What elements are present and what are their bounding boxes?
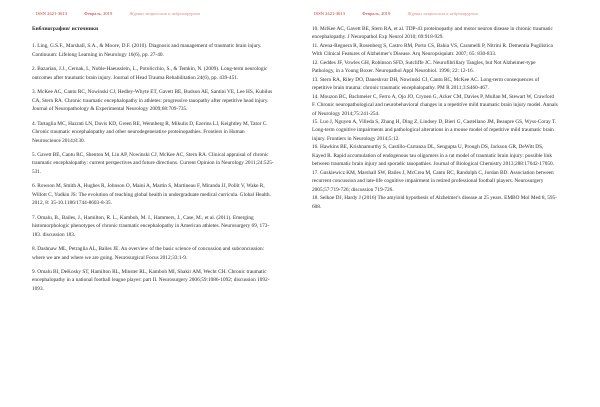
reference-item: 4. Tartaglia MC, Hazrati LN, Davis KD, Green RE, Wennberg R, Mikulis D, Ezerins LJ, Keightley M, Tator C. Chronic traumatic encephalopathy and other neurodegenerative proteinopathies. Frontiers in Human Neuroscience 2014;8:30.: [32, 120, 268, 144]
reference-item: 9. Omalu BI, DeKosky ST, Hamilton RL, Minster RL, Kamboh MI, Shakir AM, Wecht CH. Chronic traumatic encephalopathy in a national football league player: part II. Neurosurgery 2006;59:1086-1092; discussion 1092-1093.: [32, 268, 270, 292]
journal-label: Журнал неврологии и нейрохирургии: [129, 11, 200, 16]
issn-label: ISSN 2421-3613: [36, 11, 68, 16]
reference-item: 17. Guskiewicz KM, Marshall SW, Bailes J, McCrea M, Cantu RC, Randolph C, Jordan BD. Association between recurrent concussion and late-life cognitive impairment in retired professional football players. Neurosurgery 2005;57:719-726; discussion 719-726.: [312, 169, 554, 193]
reference-item: 16. Hawkins BE, Krishnamurthy S, Castillo-Carranza DL, Sengupta U, Prough DS, Jackson GR, DeWitt DS, Kayed R. Rapid accumulation of endogenous tau oligomers in a rat model of traumatic brain injury: possible link between traumatic brain injury and sporadic tauopathies. Journal of Biological Chemistry 2013;288:17042-17050.: [312, 144, 554, 168]
page-header: [36, 11, 216, 16]
page-header: [314, 11, 494, 16]
reference-item: 14. Mouzon BC, Bachmeier C, Ferro A, Ojo JO, Crynen G, Acker CM, Davies P, Mullan M, Stewart W, Crawford F. Chronic neuropathological and neurobehavioral changes in a repetitive mild traumatic brain injury model. Annals of Neurology 2014;75:241-254.: [312, 93, 558, 117]
right-page: [300, 0, 600, 407]
date-label: Февраль, 2019: [362, 11, 391, 16]
reference-item: 5. Gavett BE, Cantu RC, Shenton M, Lin AP, Nowinski CJ, McKee AC, Stern RA. Clinical appraisal of chronic traumatic encephalopathy: current perspectives and future directions. Current Opinion in Neurology 2011;24:525-531.: [32, 151, 274, 175]
journal-label: Журнал неврологии и нейрохирургии: [407, 11, 478, 16]
reference-item: 15. Luo J, Nguyen A, Villeda S, Zhang H, Ding Z, Lindsey D, Bieri G, Castellano JM, Beaupre GS, Wyss-Coray T. Long-term cognitive impairments and pathological alterations in a mouse model of repetitive mild traumatic brain injury. Frontiers in Neurology 2014;5:12.: [312, 118, 557, 142]
bibliography-title: Библиография/ источники: [32, 26, 99, 32]
issn-label: ISSN 2421-3613: [314, 11, 346, 16]
reference-item: 3. McKee AC, Cantu RC, Nowinski CJ, Hedley-Whyte ET, Gavett BE, Budson AE, Santini VE, Lee HS, Kubilus CA, Stern RA. Chronic traumatic encephalopathy in athletes: progressive tauopathy after repetitive head injury. Journal of Neuropathology & Experimental Neurology 2009;68:709-735.: [32, 89, 273, 113]
reference-item: 11. Arena-Reguera R, Rosenberg S, Castro RM, Porto CS, Bahia VS, Caramelli P, Nitrini R. Dementia Pugilistica With Clinical Features of Alzheimer's Disease. Arq Neuropsiquiatr. 2007; 65: 830-833.: [312, 42, 553, 58]
date-label: Февраль, 2019: [84, 11, 113, 16]
reference-item: 2. Bazarian, J.J., Cernak, I., Noble-Haeusslein, L., Potolicchio, S., & Temkin, N. (2009). Long-term neurologic outcomes after traumatic brain injury. Journal of Head Trauma Rehabilitation 24(6), pp. 439-451.: [32, 66, 268, 81]
reference-item: 1. Ling, G.S.F., Marshall, S.A., & Moore, D.F. (2010). Diagnosis and management of traumatic brain injury. Continuum: Lifelong Learning in Neurology 16(6), pp. 27-40.: [32, 43, 262, 58]
reference-item: 12. Geddes JF, Vowles GH, Robinson SFD, Sutcliffe JC. Neurofibrillary Tangles, but Not Alzheimer-type Pathology, in a Young Boxer. Neuropathol Appl Neurobiol. 1996; 22: 12-16.: [312, 59, 536, 75]
reference-column-left: [32, 25, 274, 299]
reference-column-right: [312, 25, 558, 211]
reference-item: 7. Omalu, B., Bailes, J., Hamilton, R. L., Kamboh, M. I., Hammers, J., Case, M., et al. (2011). Emerging histomorphologic phenotypes of chronic traumatic encephalopathy in American athletes. Neurosurgery 69, 173-183. discussion 183.: [32, 214, 270, 238]
reference-item: 18. Selkoe DJ, Hardy J (2016) The amyloid hypothesis of Alzheimer's disease at 25 years. EMBO Mol Med 8, 595-608.: [312, 195, 557, 210]
reference-item: 6. Rowson M, Smith A, Hughes R, Johnson O, Maini A, Martin S, Martineau F, Miranda JJ, Pollit V, Wake R, Willott C, Yudkin JS: The evolution of teaching global health in undergraduate medical curricula. Global Health. 2012, 8: 35-10.1186/1744-8603-8-35.: [32, 183, 271, 207]
reference-item: 10. McKee AC, Gavett BE, Stern RA, et al. TDP-43 proteinopathy and motor neuron disease in chronic traumatic encephalopathy. J Neuropathol Exp Neurol 2010; 69:918-929.: [312, 26, 553, 41]
reference-item: 13. Stern RA, Riley DO, Daneshvar DH, Nowinski CJ, Cantu RC, McKee AC. Long-term consequences of repetitive brain trauma: chronic traumatic encephalopathy. PM R 2011;3:S460-467.: [312, 76, 540, 92]
reference-item: 8. Dashnaw ML, Petraglia AL, Bailes JE. An overview of the basic science of concussion and subconcussion: where we are and where we are going. Neurosurgical Focus 2012;33:1-9.: [32, 246, 265, 261]
